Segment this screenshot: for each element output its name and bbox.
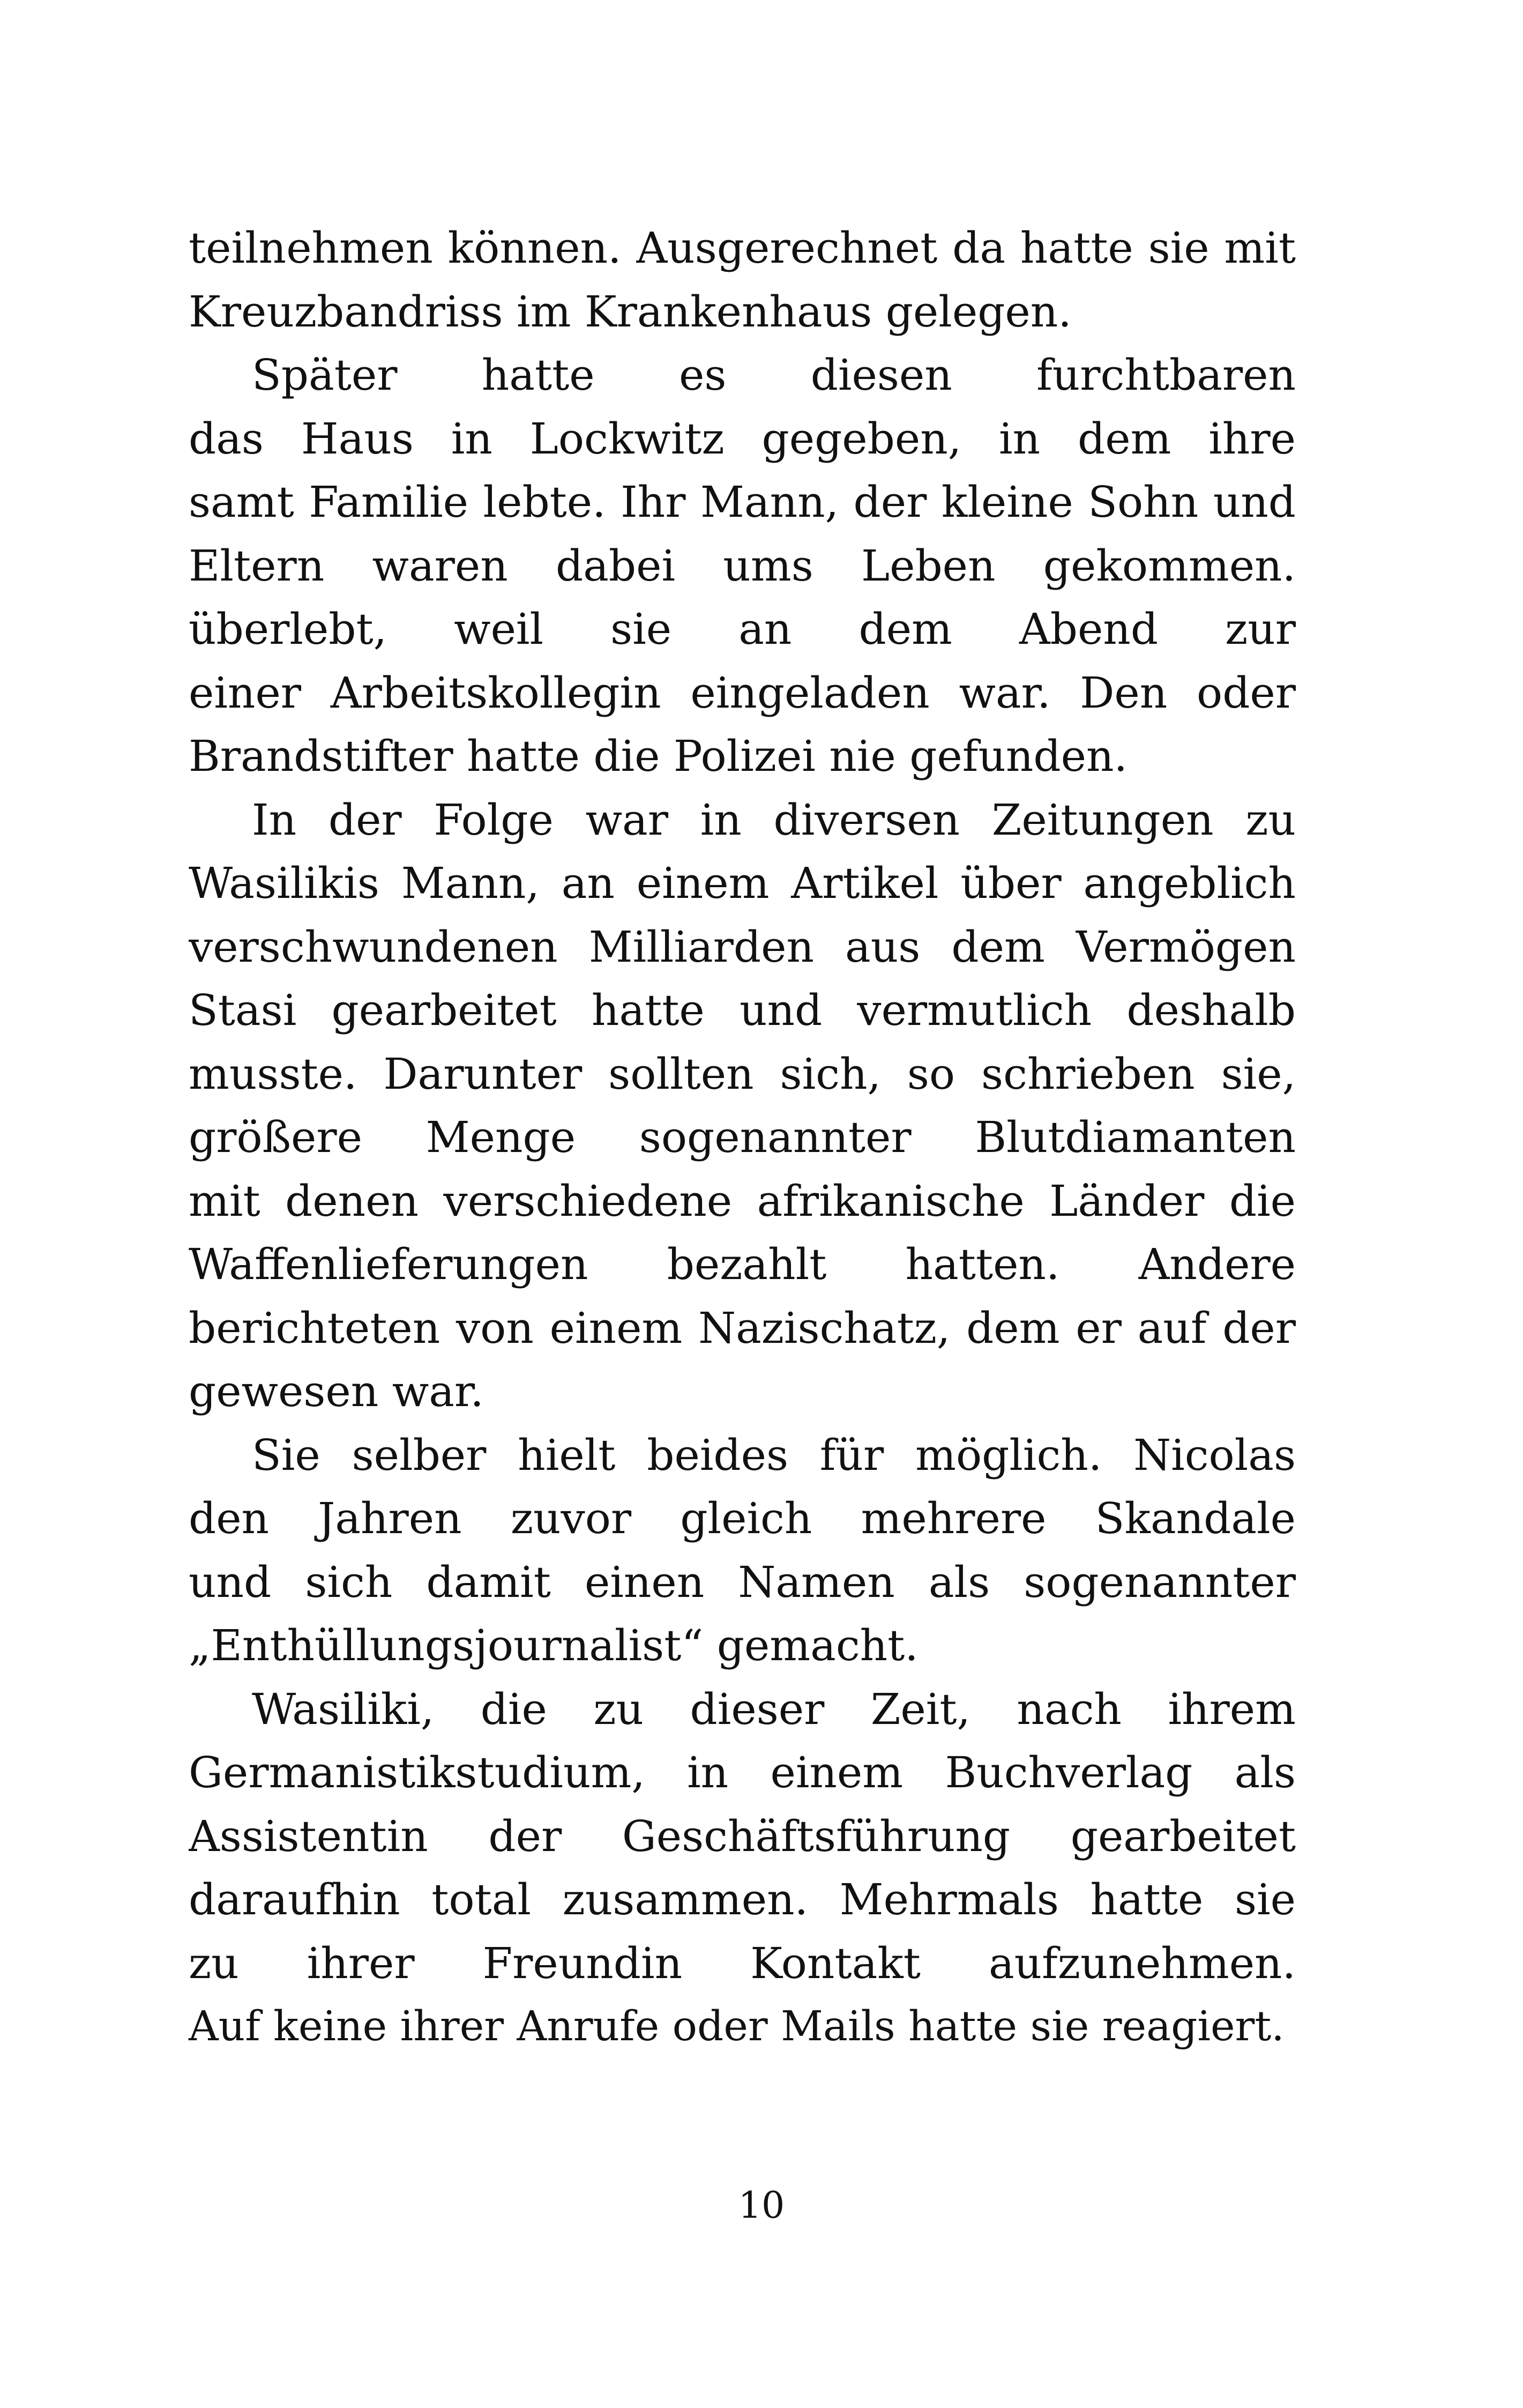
body-text (189, 217, 1296, 2059)
text-line: zu ihrer Freundin Kontakt aufzunehmen. (189, 1938, 1296, 1988)
text-line: „Enthüllungsjournalist“ gemacht. (189, 1621, 919, 1670)
paragraph-first-line: In der Folge war in diversen Zeitungen zu (252, 794, 1296, 845)
text-line: daraufhin total zusammen. Mehrmals hatte sie (189, 1875, 1296, 1924)
text-line: Kreuzbandriss im Krankenhaus gelegen. (189, 286, 1072, 337)
text-line: teilnehmen können. Ausgerechnet da hatte sie mit (189, 223, 1296, 273)
text-line: berichteten von einem Nazischatz, dem er auf der (189, 1303, 1296, 1353)
text-line: den Jahren zuvor gleich mehrere Skandale (189, 1493, 1296, 1543)
text-line: Brandstifter hatte die Polizei nie gefunden. (189, 731, 1128, 781)
text-line: größere Menge sogenannter Blutdiamanten (189, 1112, 1296, 1162)
text-line: Stasi gearbeitet hatte und vermutlich deshalb (189, 985, 1296, 1035)
paragraph-first-line: Später hatte es diesen furchtbaren (252, 350, 1296, 400)
text-line: verschwundenen Milliarden aus dem Vermögen (189, 921, 1296, 972)
text-line: einer Arbeitskollegin eingeladen war. Den oder (189, 667, 1296, 718)
text-line: Auf keine ihrer Anrufe oder Mails hatte sie reagiert. (189, 2003, 1285, 2050)
text-line: gewesen war. (189, 1366, 484, 1416)
text-line: überlebt, weil sie an dem Abend zur (189, 604, 1296, 654)
text-line: Germanistikstudium, in einem Buchverlag als (189, 1748, 1296, 1797)
text-line: Wasilikis Mann, an einem Artikel über angeblich (189, 858, 1296, 908)
text-line: samt Familie lebte. Ihr Mann, der kleine Sohn und (189, 477, 1296, 527)
paragraph-first-line: Wasiliki, die zu dieser Zeit, nach ihrem (252, 1684, 1296, 1734)
text-line: Waffenlieferungen bezahlt hatten. Andere (189, 1239, 1296, 1289)
text-line: Eltern waren dabei ums Leben gekommen. (189, 540, 1296, 591)
text-line: mit denen verschiedene afrikanische Länder die (189, 1176, 1296, 1226)
text-line: musste. Darunter sollten sich, so schrieben sie, (189, 1049, 1296, 1099)
text-line: Assistentin der Geschäftsführung gearbeitet (189, 1811, 1296, 1861)
page-number: 10 (738, 2184, 785, 2227)
paragraph-first-line: Sie selber hielt beides für möglich. Nicolas (252, 1430, 1296, 1480)
text-line: und sich damit einen Namen als sogenannter (189, 1557, 1296, 1607)
text-line: das Haus in Lockwitz gegeben, in dem ihre (189, 413, 1296, 464)
